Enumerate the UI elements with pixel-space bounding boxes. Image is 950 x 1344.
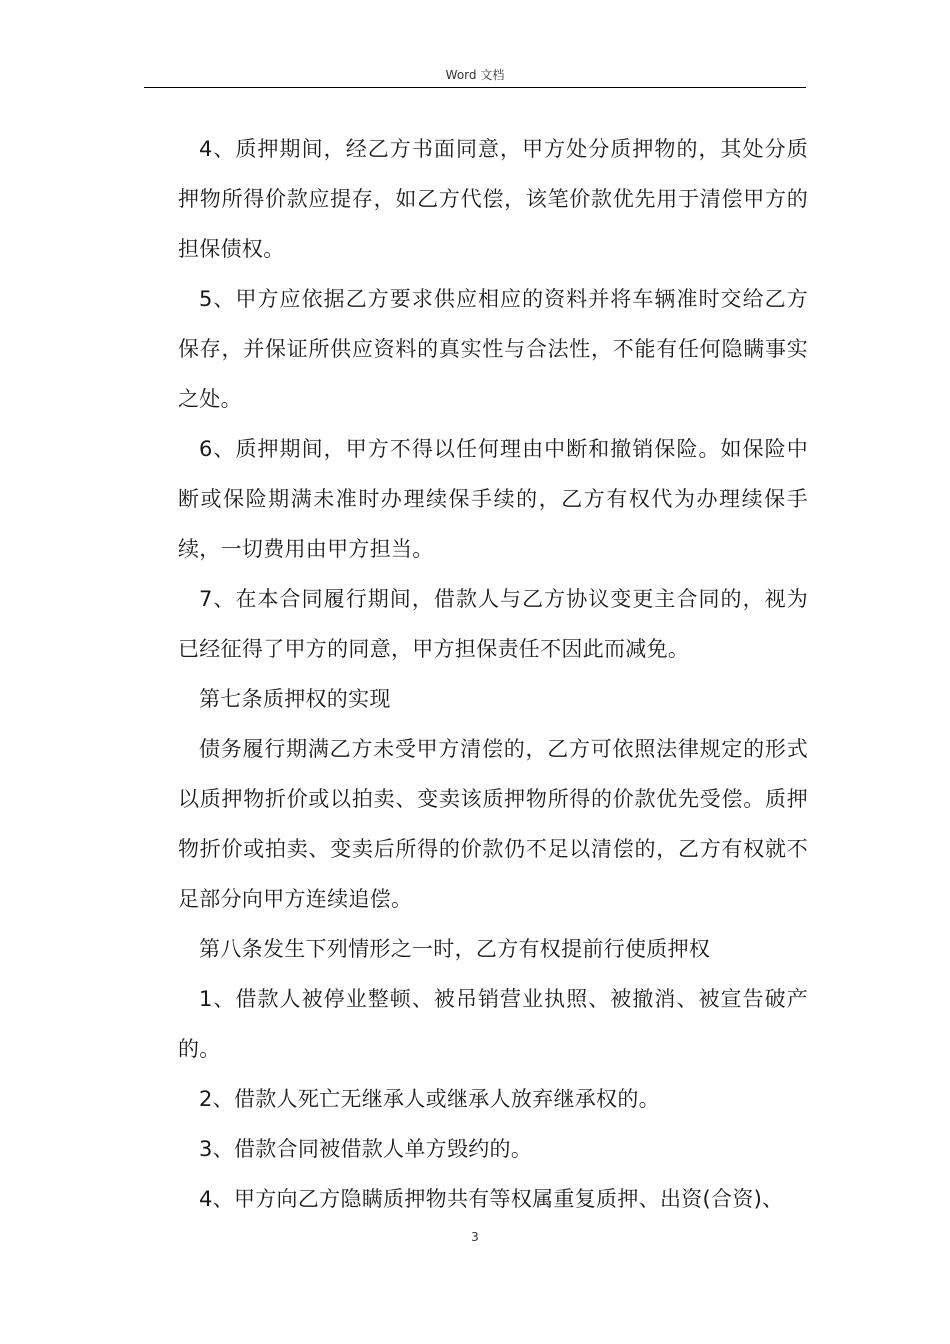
- paragraph-clause-6: 6、质押期间，甲方不得以任何理由中断和撤销保险。如保险中断或保险期满未准时办理续保手续的，乙方有权代为办理续保手续，一切费用由甲方担当。: [178, 437, 808, 561]
- paragraph-item-3: 3、借款合同被借款人单方毁约的。: [199, 1137, 533, 1161]
- paragraph-clause-4: 4、质押期间，经乙方书面同意，甲方处分质押物的，其处分质押物所得价款应提存，如乙方代偿，该笔价款优先用于清偿甲方的担保债权。: [178, 137, 808, 261]
- document-body: [178, 124, 808, 1224]
- paragraph-pledge-realization: 债务履行期满乙方未受甲方清偿的，乙方可依照法律规定的形式以质押物折价或以拍卖、变卖该质押物所得的价款优先受偿。质押物折价或拍卖、变卖后所得的价款仍不足以清偿的，乙方有权就不足部分向甲方连续追偿。: [178, 737, 808, 911]
- paragraph-item-1: 1、借款人被停业整顿、被吊销营业执照、被撤消、被宣告破产的。: [178, 987, 808, 1061]
- page-number: 3: [471, 1230, 479, 1244]
- paragraph-clause-5: 5、甲方应依据乙方要求供应相应的资料并将车辆准时交给乙方保存，并保证所供应资料的真实性与合法性，不能有任何隐瞒事实之处。: [178, 287, 808, 411]
- section-heading-article-8: 第八条发生下列情形之一时，乙方有权提前行使质押权: [199, 937, 711, 961]
- paragraph-item-4: 4、甲方向乙方隐瞒质押物共有等权属重复质押、出资(合资)、: [199, 1187, 784, 1211]
- header-divider: [144, 87, 806, 88]
- paragraph-item-2: 2、借款人死亡无继承人或继承人放弃继承权的。: [199, 1087, 660, 1111]
- section-heading-article-7: 第七条质押权的实现: [199, 687, 391, 711]
- page-header: Word 文档: [445, 68, 505, 82]
- paragraph-clause-7: 7、在本合同履行期间，借款人与乙方协议变更主合同的，视为已经征得了甲方的同意，甲方担保责任不因此而减免。: [178, 587, 808, 661]
